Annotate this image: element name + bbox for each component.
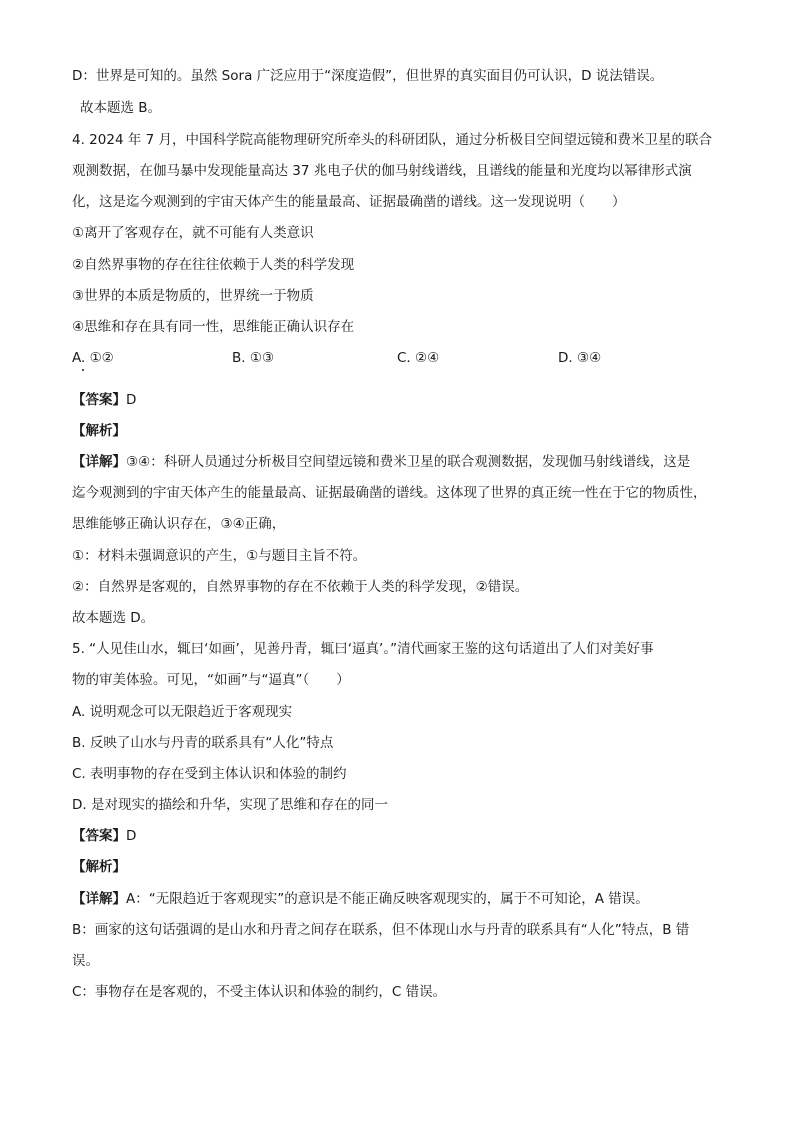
question-5-option-a: A. 说明观念可以无限趋近于客观现实 bbox=[72, 704, 293, 720]
analysis-tag: 【解析】 bbox=[72, 859, 126, 875]
question-4-option-a: A. ①② bbox=[72, 350, 114, 366]
question-5-option-c: C. 表明事物的存在受到主体认识和体验的制约 bbox=[72, 766, 347, 782]
analysis-heading bbox=[72, 421, 126, 441]
question-5-explanation: B：画家的这句话强调的是山水和丹青之间存在联系，但不体现山水与丹青的联系具有“人化”特点，B 错 bbox=[72, 922, 690, 938]
question-4-statement: ②自然界事物的存在往往依赖于人类的科学发现 bbox=[72, 257, 355, 273]
detail-tag: 【详解】 bbox=[72, 891, 126, 907]
explanation-text: A：“无限趋近于客观现实”的意识是不能正确反映客观现实的，属于不可知论，A 错误。 bbox=[126, 891, 649, 907]
stray-dot bbox=[82, 369, 84, 371]
answer-value: D bbox=[126, 392, 137, 408]
question-5-stem: 5. “人见佳山水，辄曰‘如画’，见善丹青，辄曰‘逼真’。”清代画家王鉴的这句话道出了人们对美好事 bbox=[72, 641, 654, 657]
text-line: D：世界是可知的。虽然 Sora 广泛应用于“深度造假”，但世界的真实面目仍可认识，D 说法错误。 bbox=[72, 68, 664, 84]
question-4-explanation: 迄今观测到的宇宙天体产生的能量最高、证据最确凿的谱线。这体现了世界的真正统一性在于它的物质性， bbox=[72, 485, 707, 501]
analysis-heading bbox=[72, 857, 126, 877]
answer-tag: 【答案】 bbox=[72, 828, 126, 844]
question-4-option-d: D. ③④ bbox=[558, 350, 602, 366]
question-5-explanation: C：事物存在是客观的，不受主体认识和体验的制约，C 错误。 bbox=[72, 984, 447, 1000]
question-4-statement: ④思维和存在具有同一性，思维能正确认识存在 bbox=[72, 319, 355, 335]
question-5-answer bbox=[72, 826, 136, 846]
answer-conclusion: 故本题选 B。 bbox=[80, 100, 162, 116]
question-5-stem: 物的审美体验。可见，“如画”与“逼真”（ ） bbox=[72, 672, 350, 688]
question-4-statement: ①离开了客观存在，就不可能有人类意识 bbox=[72, 225, 314, 241]
question-5-explanation bbox=[72, 889, 649, 909]
question-4-stem: 4. 2024 年 7 月，中国科学院高能物理研究所牵头的科研团队，通过分析极目空间望远镜和费米卫星的联合 bbox=[72, 132, 712, 148]
question-4-option-c: C. ②④ bbox=[397, 350, 440, 366]
answer-tag: 【答案】 bbox=[72, 392, 126, 408]
question-4-statement: ③世界的本质是物质的，世界统一于物质 bbox=[72, 288, 314, 304]
analysis-tag: 【解析】 bbox=[72, 423, 126, 439]
question-4-explanation bbox=[72, 452, 690, 472]
answer-conclusion: 故本题选 D。 bbox=[72, 610, 155, 626]
question-5-explanation: 误。 bbox=[72, 953, 99, 969]
question-4-explanation: ②：自然界是客观的，自然界事物的存在不依赖于人类的科学发现，②错误。 bbox=[72, 579, 529, 595]
detail-tag: 【详解】 bbox=[72, 454, 126, 470]
question-4-explanation: ①：材料未强调意识的产生，①与题目主旨不符。 bbox=[72, 548, 367, 564]
explanation-text: ③④：科研人员通过分析极目空间望远镜和费米卫星的联合观测数据，发现伽马射线谱线，这是 bbox=[126, 454, 691, 470]
question-5-option-d: D. 是对现实的描绘和升华，实现了思维和存在的同一 bbox=[72, 797, 388, 813]
question-4-option-b: B. ①③ bbox=[232, 350, 275, 366]
question-4-explanation: 思维能够正确认识存在，③④正确， bbox=[72, 516, 286, 532]
question-4-stem: 观测数据，在伽马暴中发现能量高达 37 兆电子伏的伽马射线谱线，且谱线的能量和光度均以幂律形式演 bbox=[72, 163, 692, 179]
answer-value: D bbox=[126, 828, 137, 844]
question-4-answer bbox=[72, 390, 136, 410]
question-4-stem: 化，这是迄今观测到的宇宙天体产生的能量最高、证据最确凿的谱线。这一发现说明（ ） bbox=[72, 194, 626, 210]
question-5-option-b: B. 反映了山水与丹青的联系具有“人化”特点 bbox=[72, 735, 334, 751]
